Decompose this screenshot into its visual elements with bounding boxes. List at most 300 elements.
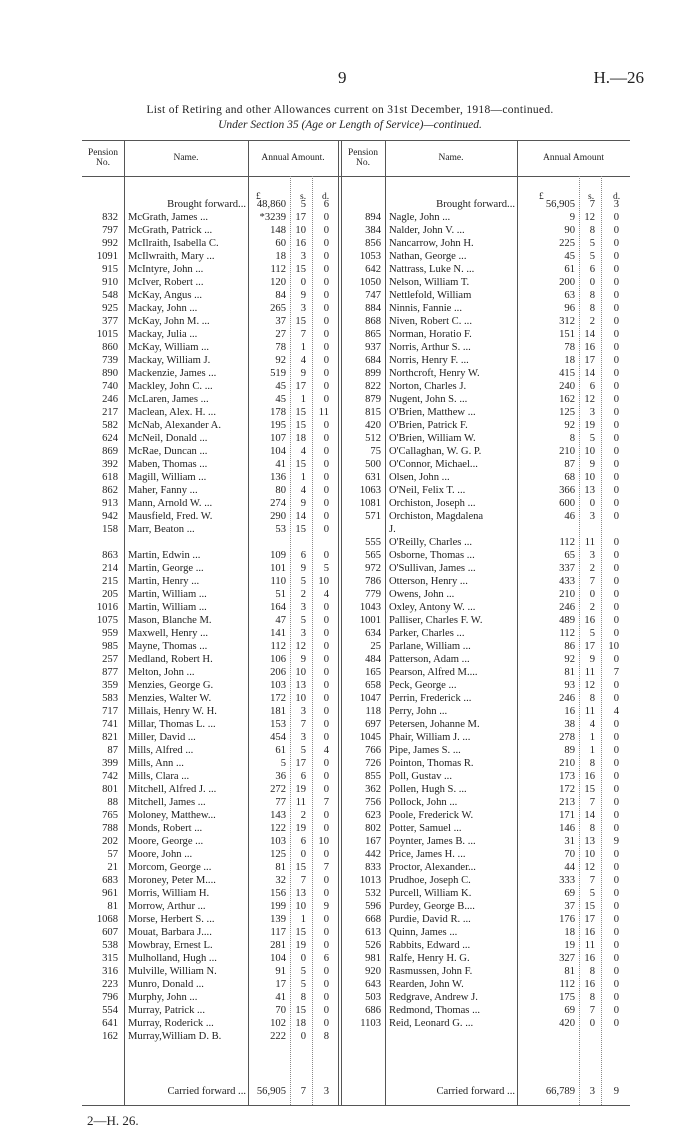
amount-shillings: 12 [584,862,595,873]
table-row [82,705,630,718]
pension-number: 384 [365,225,381,236]
pension-number: 668 [365,914,381,925]
amount-shillings: 1 [300,472,306,483]
amount-pence: 3 [613,199,619,210]
pensioner-name: Martin, Henry ... [128,576,200,587]
pension-number: 1045 [359,732,381,743]
table-row [82,796,630,809]
amount-pence: 0 [613,251,619,262]
amount-pence: 0 [613,940,619,951]
amount-shillings: 7 [589,1005,595,1016]
pension-number: 796 [102,992,118,1003]
amount-pence: 0 [323,511,329,522]
table-bottom-rule [82,1105,630,1106]
amount-shillings: 15 [584,901,595,912]
amount-pounds: 112 [270,264,286,275]
pensioner-name: O'Connor, Michael... [389,459,478,470]
amount-shillings: 10 [295,667,306,678]
amount-pence: 0 [323,446,329,457]
amount-pounds: 81 [275,862,286,873]
table-row [82,1030,630,1043]
pension-number: 643 [365,979,381,990]
pension-number: 571 [365,511,381,522]
amount-shillings: 5 [589,251,595,262]
pension-number: 399 [102,758,118,769]
pensioner-name: Melton, John ... [128,667,195,678]
amount-pence: 0 [613,342,619,353]
pension-number: 257 [102,654,118,665]
amount-shillings: 0 [300,953,306,964]
pension-number: 554 [102,1005,118,1016]
amount-shillings: 7 [589,576,595,587]
amount-pounds: 92 [275,355,286,366]
pension-number: 786 [365,576,381,587]
pension-number: 81 [107,901,118,912]
amount-pence: 0 [613,966,619,977]
pension-number: 1050 [359,277,381,288]
pension-number: 392 [102,459,118,470]
amount-pounds: 246 [559,602,575,613]
pensioner-name: Pearson, Alfred M.... [389,667,478,678]
pensioner-name: Peck, George ... [389,680,457,691]
amount-pounds: 70 [564,849,575,860]
pensioner-name: Oxley, Antony W. ... [389,602,476,613]
amount-pounds: 200 [559,277,575,288]
amount-pounds: 51 [275,589,286,600]
amount-pence: 0 [323,979,329,990]
amount-pounds: 112 [270,641,286,652]
pensioner-name: Maben, Thomas ... [128,459,208,470]
amount-pounds: 53 [275,524,286,535]
pension-number: 316 [102,966,118,977]
pension-number: 683 [102,875,118,886]
pension-number: 985 [102,641,118,652]
amount-shillings: 5 [300,745,306,756]
amount-pence: 0 [323,498,329,509]
brought-forward-label: Brought forward... [167,199,246,210]
amount-pence: 0 [323,810,329,821]
carried-forward-label: Carried forward ... [436,1086,515,1097]
amount-shillings: 1 [300,394,306,405]
pensioner-name: Maher, Fanny ... [128,485,198,496]
amount-pence: 0 [613,953,619,964]
amount-pence: 0 [613,355,619,366]
amount-pence: 0 [613,550,619,561]
pension-number: 1013 [359,875,381,886]
amount-pounds: 68 [564,472,575,483]
amount-shillings: 18 [295,433,306,444]
amount-shillings: 15 [295,862,306,873]
pensioner-name: Mulholland, Hugh ... [128,953,217,964]
amount-pence: 0 [613,238,619,249]
amount-pounds: 175 [559,992,575,1003]
amount-shillings: 9 [589,459,595,470]
amount-pence: 0 [323,303,329,314]
amount-pence: 0 [613,888,619,899]
pensioner-name: Mills, Ann ... [128,758,184,769]
amount-pounds: 181 [270,706,286,717]
amount-pounds: 18 [275,251,286,262]
pension-number: 582 [102,420,118,431]
amount-pence: 0 [613,784,619,795]
amount-shillings: 13 [584,836,595,847]
page-number: 9 [338,68,347,87]
pension-number: 913 [102,498,118,509]
pensioner-name: Martin, Edwin ... [128,550,201,561]
pensioner-name: McKay, William ... [128,342,210,353]
pensioner-name: McKay, John M. ... [128,316,210,327]
pound-symbol: £ [539,192,544,202]
amount-pounds: 47 [275,615,286,626]
pension-number: 915 [102,264,118,275]
amount-pence: 0 [613,303,619,314]
pensioner-name: Murray,William D. B. [128,1031,222,1042]
amount-pounds: 16 [564,706,575,717]
amount-shillings: 7 [589,199,595,210]
amount-shillings: 14 [584,810,595,821]
pensioner-name: Prudhoe, Joseph C. [389,875,471,886]
amount-pence: 9 [323,901,329,912]
amount-pounds: 153 [270,719,286,730]
pension-number: 634 [365,628,381,639]
amount-shillings: 3 [300,251,306,262]
amount-pence: 0 [613,680,619,691]
pension-number: 205 [102,589,118,600]
amount-pounds: 148 [270,225,286,236]
amount-pounds: 103 [270,836,286,847]
pensioner-name: Palliser, Charles F. W. [389,615,483,626]
list-subtitle-text: Under Section 35 (Age or Length of Service)—continued. [218,119,482,131]
pensioner-name: Mackay, John ... [128,303,198,314]
pension-number: 538 [102,940,118,951]
amount-shillings: 16 [584,953,595,964]
table-row [82,731,630,744]
amount-pounds: 151 [559,329,575,340]
amount-shillings: 3 [589,511,595,522]
table-row [82,302,630,315]
pensioner-name: Nettlefold, William [389,290,472,301]
pensioner-name: McGrath, James ... [128,212,209,223]
pension-number: 741 [102,719,118,730]
amount-shillings: 16 [295,238,306,249]
table-row [82,965,630,978]
table-row [82,575,630,588]
amount-shillings: 4 [300,485,306,496]
amount-shillings: 13 [295,680,306,691]
amount-pence: 0 [613,901,619,912]
amount-pence: 0 [613,628,619,639]
table-row [82,263,630,276]
table-row [82,510,630,523]
pensioner-name: Magill, William ... [128,472,207,483]
amount-pounds: 600 [559,498,575,509]
amount-shillings: 15 [295,316,306,327]
pension-number: 890 [102,368,118,379]
pension-number: 512 [365,433,381,444]
amount-pounds: 81 [564,966,575,977]
pension-number: 420 [365,420,381,431]
pension-number: 223 [102,979,118,990]
table-row [82,861,630,874]
amount-shillings: 10 [584,446,595,457]
table-row [82,445,630,458]
amount-shillings: 10 [295,901,306,912]
pensioner-name: Perry, John ... [389,706,448,717]
table-row [82,848,630,861]
amount-pounds: 65 [564,550,575,561]
amount-shillings: 2 [589,316,595,327]
amount-pence: 8 [323,1031,329,1042]
amount-shillings: 5 [300,966,306,977]
amount-pounds: 45 [275,394,286,405]
pensioner-name: Murray, Patrick ... [128,1005,205,1016]
pension-number: 920 [365,966,381,977]
amount-pounds: 46 [564,511,575,522]
amount-pounds: 143 [270,810,286,821]
amount-pounds: 519 [270,368,286,379]
amount-pence: 0 [323,849,329,860]
pension-number: 802 [365,823,381,834]
amount-pence: 0 [613,771,619,782]
amount-pence: 0 [613,511,619,522]
amount-pounds: 56,905 [256,1086,286,1097]
amount-pence: 0 [323,355,329,366]
table-row [82,835,630,848]
pension-number: 877 [102,667,118,678]
pension-number: 1068 [96,914,118,925]
amount-pence: 0 [323,238,329,249]
pensioner-name: Ninnis, Fannie ... [389,303,462,314]
amount-shillings: 11 [584,537,595,548]
pensioner-name: Otterson, Henry ... [389,576,468,587]
amount-shillings: 12 [584,212,595,223]
table-row [82,926,630,939]
amount-shillings: 10 [295,225,306,236]
amount-pounds: 61 [275,745,286,756]
pensioner-name: Martin, William ... [128,589,207,600]
pensioner-name: Murphy, John ... [128,992,198,1003]
pensioner-name: Maxwell, Henry ... [128,628,209,639]
amount-shillings: 2 [300,810,306,821]
amount-pence: 0 [323,485,329,496]
pension-number: 856 [365,238,381,249]
amount-shillings: 11 [584,940,595,951]
table-row [82,874,630,887]
amount-pence: 0 [323,420,329,431]
amount-pounds: 45 [275,381,286,392]
amount-pence: 0 [613,212,619,223]
amount-pounds: 109 [270,550,286,561]
pensioner-name: Nancarrow, John H. [389,238,474,249]
amount-shillings: 5 [300,576,306,587]
amount-shillings: 10 [584,472,595,483]
amount-shillings: 16 [584,615,595,626]
amount-pounds: 117 [270,927,286,938]
amount-shillings: 17 [584,641,595,652]
pension-number: 992 [102,238,118,249]
amount-pence: 0 [613,758,619,769]
table-row [82,328,630,341]
amount-pounds: 210 [559,446,575,457]
pension-number: 1047 [359,693,381,704]
pensioner-name: Mausfield, Fred. W. [128,511,213,522]
amount-shillings: 7 [589,875,595,886]
pensioner-name: Mulville, William N. [128,966,217,977]
amount-shillings: 1 [589,732,595,743]
pensioner-name: Olsen, John ... [389,472,450,483]
table-row [82,783,630,796]
pensioner-name: Orchiston, Magdalena [389,511,484,522]
pensioner-name: O'Brien, Matthew ... [389,407,476,418]
amount-pence: 0 [323,667,329,678]
amount-pounds: 96 [564,303,575,314]
pensioner-name: Poll, Gustav ... [389,771,452,782]
amount-pounds: 44 [564,862,575,873]
pensioner-name: Ralfe, Henry H. G. [389,953,470,964]
amount-shillings: 18 [295,1018,306,1029]
pension-number: 618 [102,472,118,483]
pension-number: 959 [102,628,118,639]
amount-shillings: 1 [300,342,306,353]
amount-shillings: 0 [589,589,595,600]
amount-pence: 4 [323,589,329,600]
pension-number: 860 [102,342,118,353]
amount-pence: 0 [323,550,329,561]
amount-pounds: 139 [270,914,286,925]
pension-number: 1081 [359,498,381,509]
pensioner-name: Moore, George ... [128,836,204,847]
pension-number: 740 [102,381,118,392]
pension-number: 118 [365,706,381,717]
amount-pounds: 112 [559,537,575,548]
amount-pounds: 37 [275,316,286,327]
amount-pounds: 312 [559,316,575,327]
header-bottom-rule [82,176,630,177]
table-row [82,601,630,614]
amount-shillings: 16 [584,342,595,353]
amount-shillings: 16 [584,979,595,990]
amount-pounds: 489 [559,615,575,626]
table-row [82,393,630,406]
pensioner-name: Miller, David ... [128,732,196,743]
amount-pounds: 176 [559,914,575,925]
amount-pounds: 278 [559,732,575,743]
amount-pounds: *3239 [259,212,286,223]
pensioner-name: J. [389,524,396,535]
pension-number: 747 [365,290,381,301]
amount-pounds: 18 [564,355,575,366]
amount-pounds: 162 [559,394,575,405]
amount-shillings: 8 [589,823,595,834]
amount-shillings: 9 [300,654,306,665]
pension-number: 739 [102,355,118,366]
amount-pence: 7 [323,862,329,873]
table-row [82,744,630,757]
table-row [82,952,630,965]
amount-pence: 6 [323,199,329,210]
amount-pounds: 240 [559,381,575,392]
carried-forward-row [82,1085,630,1098]
amount-pence: 0 [323,914,329,925]
pension-number: 833 [365,862,381,873]
amount-shillings: 7 [589,797,595,808]
amount-shillings: 0 [300,849,306,860]
amount-pounds: 327 [559,953,575,964]
pensioner-name: McGrath, Patrick ... [128,225,213,236]
table-row [82,432,630,445]
pension-number: 624 [102,433,118,444]
pensioner-name: Poole, Frederick W. [389,810,474,821]
pension-number: 855 [365,771,381,782]
amount-pounds: 195 [270,420,286,431]
footer-reference: 2—H. 26. [87,1113,139,1128]
amount-pence: 0 [613,563,619,574]
amount-pounds: 172 [270,693,286,704]
amount-pounds: 77 [275,797,286,808]
pensioner-name: McNeil, Donald ... [128,433,208,444]
amount-pounds: 81 [564,667,575,678]
amount-pounds: 199 [270,901,286,912]
amount-pence: 0 [613,485,619,496]
amount-pounds: 9 [569,212,575,223]
amount-pence: 0 [613,420,619,431]
pensioner-name: McIver, Robert ... [128,277,204,288]
amount-pounds: 156 [270,888,286,899]
amount-pence: 0 [613,875,619,886]
amount-pounds: 125 [270,849,286,860]
pension-number: 742 [102,771,118,782]
amount-shillings: 7 [300,719,306,730]
amount-pounds: 265 [270,303,286,314]
pension-number: 25 [370,641,381,652]
table-row [82,588,630,601]
pensioner-name: Pipe, James S. ... [389,745,461,756]
amount-pounds: 104 [270,446,286,457]
pension-number: 214 [102,563,118,574]
pensioner-name: Mills, Clara ... [128,771,190,782]
table-row [82,887,630,900]
table-row [82,224,630,237]
amount-shillings: 19 [295,823,306,834]
pensioner-name: Proctor, Alexander... [389,862,476,873]
pension-number: 607 [102,927,118,938]
amount-shillings: 7 [300,329,306,340]
amount-shillings: 3 [300,706,306,717]
pensioner-name: Moore, John ... [128,849,193,860]
amount-pence: 0 [323,472,329,483]
amount-shillings: 19 [295,784,306,795]
amount-shillings: 8 [589,303,595,314]
amount-shillings: 3 [589,1086,595,1097]
amount-pounds: 274 [270,498,286,509]
amount-pounds: 17 [275,979,286,990]
pensioner-name: McRae, Duncan ... [128,446,208,457]
amount-pence: 0 [323,1005,329,1016]
amount-pence: 0 [613,1005,619,1016]
amount-pounds: 103 [270,680,286,691]
pension-number: 503 [365,992,381,1003]
amount-pence: 4 [323,745,329,756]
table-row [82,991,630,1004]
amount-shillings: 5 [589,433,595,444]
amount-shillings: 3 [300,602,306,613]
pension-number: 1043 [359,602,381,613]
amount-pounds: 36 [275,771,286,782]
amount-shillings: 8 [300,992,306,1003]
pensioner-name: McIlraith, Isabella C. [128,238,219,249]
amount-pounds: 222 [270,1031,286,1042]
pensioner-name: Mason, Blanche M. [128,615,212,626]
